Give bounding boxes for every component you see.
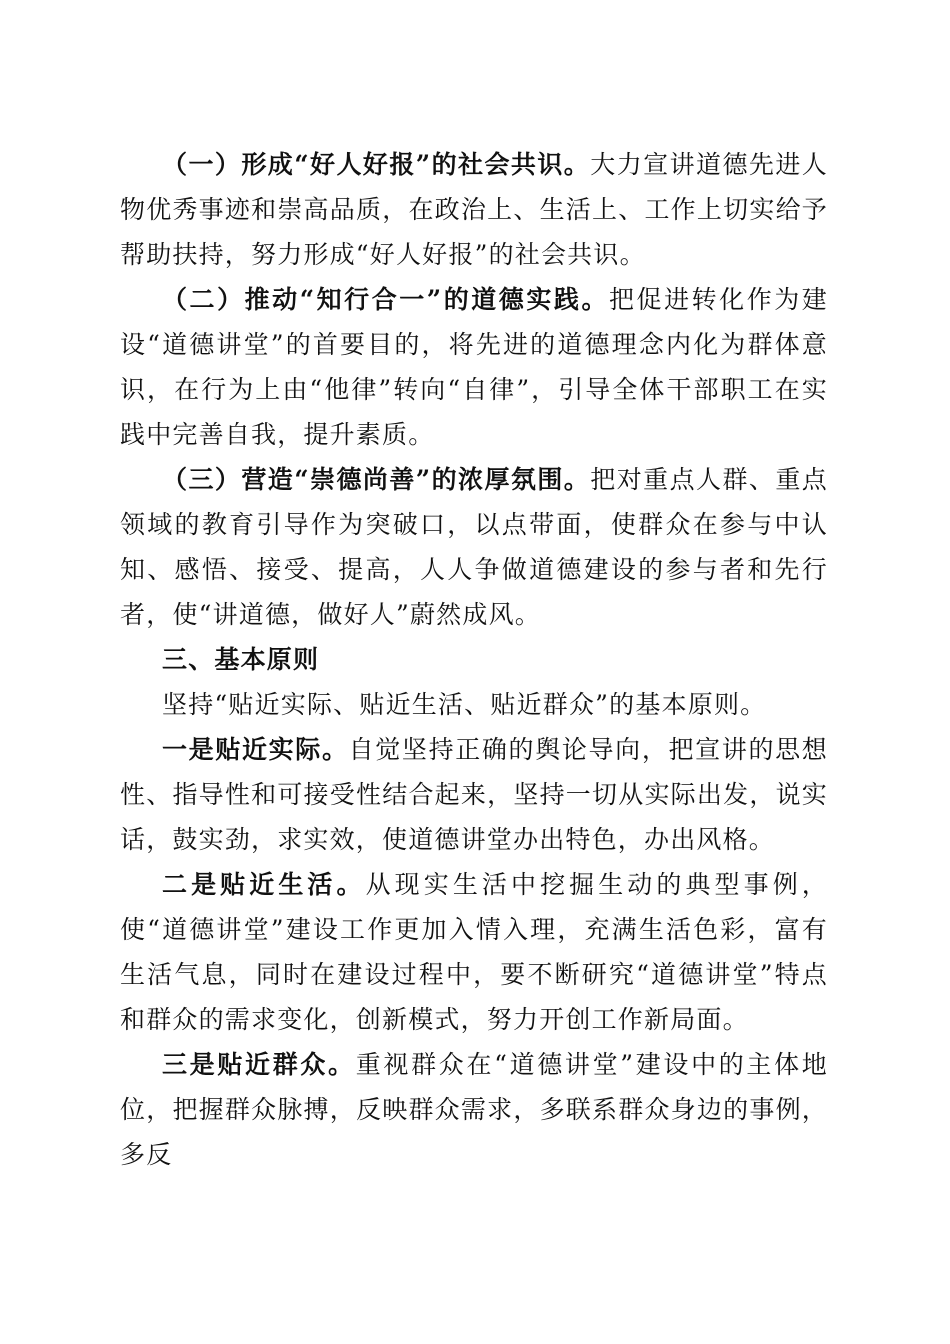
paragraph-goal-3 <box>120 457 828 637</box>
paragraph-lead: 三是贴近群众。 <box>162 1050 356 1079</box>
paragraph-text: 自觉坚持正确的舆论导向，把宣讲的思想性、指导性和可接受性结合起来，坚持一切从实际出发，说实话，鼓实劲，求实效，使道德讲堂办出特色，办出风格。 <box>120 735 828 854</box>
document-body <box>120 142 828 1177</box>
paragraph-principle-intro: 坚持“贴近实际、贴近生活、贴近群众”的基本原则。 <box>162 690 767 719</box>
paragraph-text: 把促进转化作为建设“道德讲堂”的首要目的，将先进的道德理念内化为群体意识，在行为上由“他律”转向“自律”，引导全体干部职工在实践中完善自我，提升素质。 <box>120 285 828 449</box>
paragraph-text: 重视群众在“道德讲堂”建设中的主体地位，把握群众脉搏，反映群众需求，多联系群众身边的事例，多反 <box>120 1050 828 1169</box>
paragraph-lead: 一是贴近实际。 <box>162 735 349 764</box>
paragraph-principle-3 <box>120 1042 828 1177</box>
paragraph-lead: （二）推动“知行合一”的道德实践。 <box>162 285 609 314</box>
section-heading-basic-principles: 三、基本原则 <box>162 645 320 674</box>
paragraph-lead: （三）营造“崇德尚善”的浓厚氛围。 <box>162 465 591 494</box>
paragraph-principle-1 <box>120 727 828 862</box>
paragraph-lead: 二是贴近生活。 <box>162 870 366 899</box>
paragraph-text: 大力宣讲道德先进人物优秀事迹和崇高品质，在政治上、生活上、工作上切实给予帮助扶持，努力形成“好人好报”的社会共识。 <box>120 150 828 269</box>
paragraph-goal-1 <box>120 142 828 277</box>
paragraph-text: 把对重点人群、重点领域的教育引导作为突破口，以点带面，使群众在参与中认知、感悟、接受、提高，人人争做道德建设的参与者和先行者，使“讲道德，做好人”蔚然成风。 <box>120 465 828 629</box>
paragraph-lead: （一）形成“好人好报”的社会共识。 <box>162 150 591 179</box>
paragraph-text: 从现实生活中挖掘生动的典型事例，使“道德讲堂”建设工作更加入情入理，充满生活色彩，富有生活气息，同时在建设过程中，要不断研究“道德讲堂”特点和群众的需求变化，创新模式，努力开创工作新局面。 <box>120 870 829 1034</box>
paragraph-principle-2 <box>120 862 828 1042</box>
paragraph-goal-2 <box>120 277 828 457</box>
